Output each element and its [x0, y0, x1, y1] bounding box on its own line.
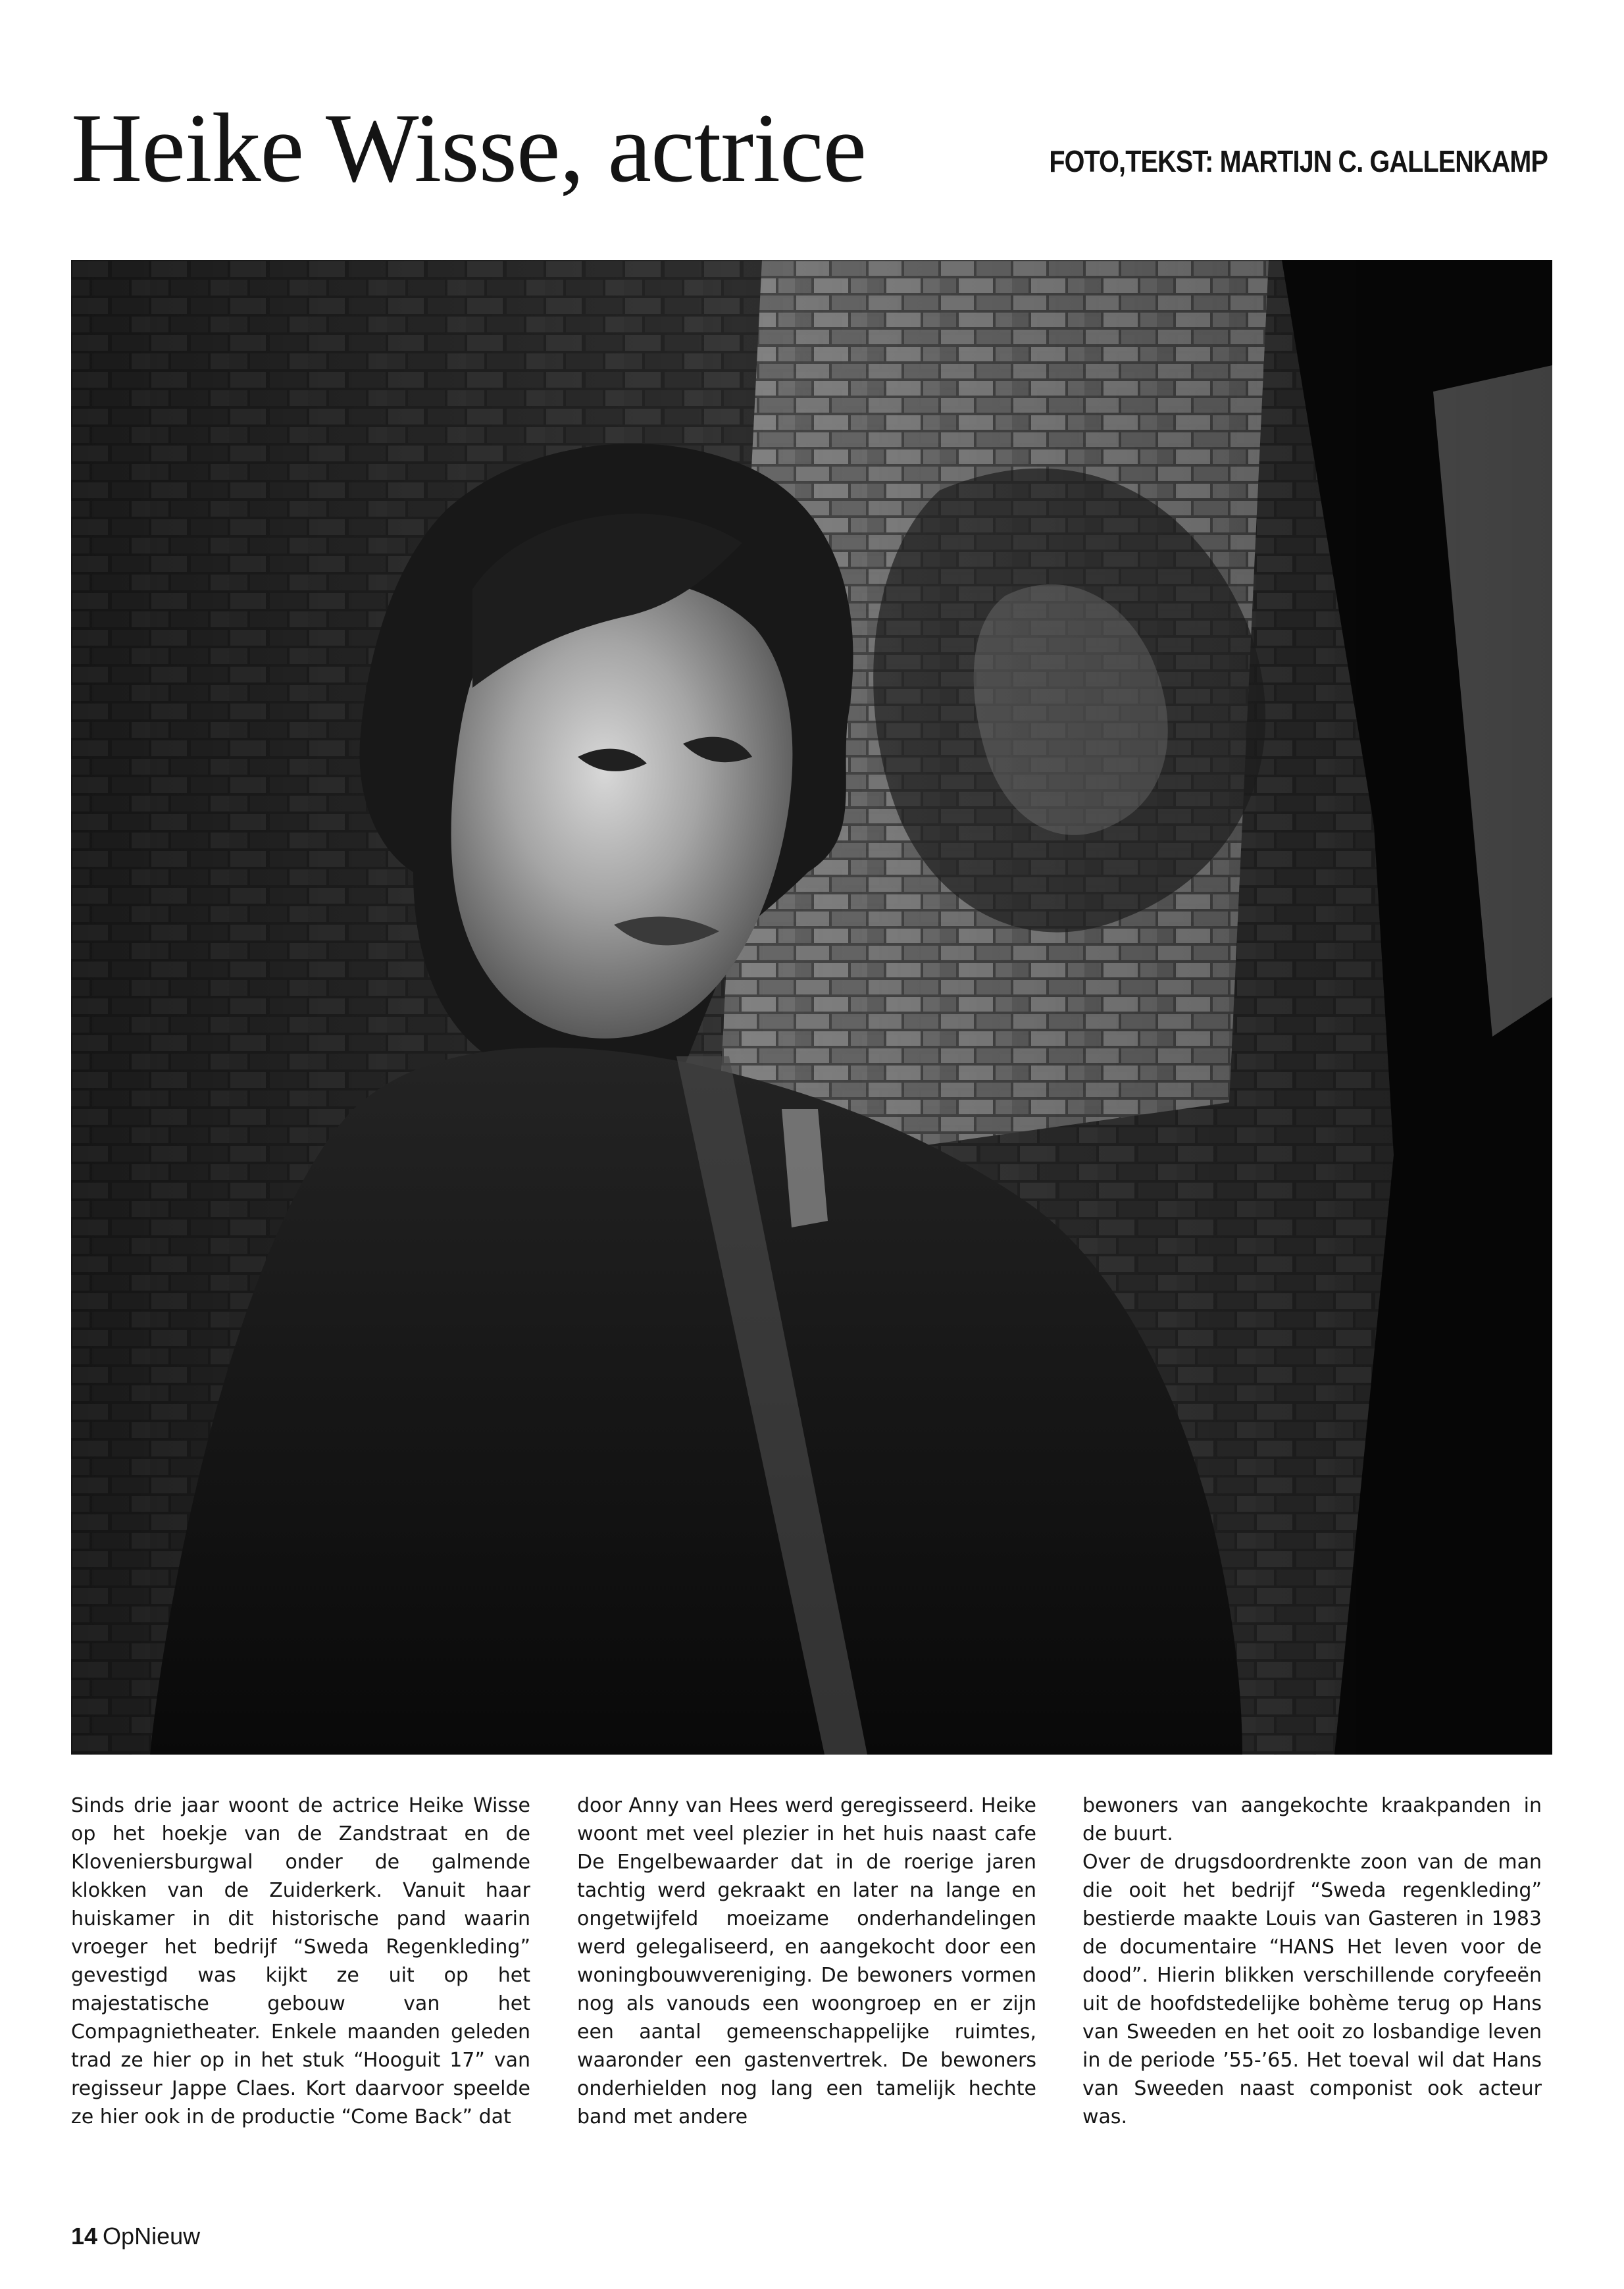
article-column-1: [71, 1791, 530, 2131]
article-paragraph: Sinds drie jaar woont de actrice Heike Wisse op het hoekje van de Zandstraat en de Kloveniersburgwal onder de galmende klokken van de Zuiderkerk. Vanuit haar huiskamer in dit historische pand waarin vroeger het bedrijf “Sweda Regenkleding” gevestigd was kijkt ze uit op het majestatische gebouw van het Compagnietheater. Enkele maanden geleden trad ze hier op in het stuk “Hooguit 17” van regisseur Jappe Claes. Kort daarvoor speelde ze hier ook in de productie “Come Back” dat: [71, 1794, 530, 2128]
article-paragraph: door Anny van Hees werd geregisseerd. Heike woont met veel plezier in het huis naast cafe De Engelbewaarder dat in de roerige jaren tachtig werd gekraakt en later na lange en ongetwijfeld moeizame onderhandelingen werd gelegaliseerd, en aangekocht door een woningbouwvereniging. De bewoners vormen nog als vanouds een woongroep en er zijn een aantal gemeenschappelijke ruimtes, waaronder een gastenvertrek. De bewoners onderhielden nog lang een tamelijk hechte band met andere: [577, 1794, 1036, 2128]
article-title: Heike Wisse, actrice: [71, 93, 867, 203]
page-number: 14: [71, 2223, 98, 2250]
page-footer: [71, 2225, 200, 2248]
portrait-photo: [71, 260, 1552, 1755]
magazine-name: OpNieuw: [103, 2223, 201, 2250]
article-paragraph: Over de drugsdoordrenkte zoon van de man die ooit het bedrijf “Sweda regenkleding” bestierde maakte Louis van Gasteren in 1983 de documentaire “HANS Het leven voor de dood”. Hierin blikken verschillende coryfeeën uit de hoofdstedelijke bohème terug op Hans van Sweeden en het ooit zo losbandige leven in de periode ’55-’65. Het toeval wil dat Hans van Sweeden naast componist ook acteur was.: [1082, 1851, 1542, 2128]
portrait-photo-icon: [71, 260, 1552, 1755]
article-column-2: [577, 1791, 1036, 2131]
photo-text-credit: FOTO,TEKST: MARTIJN C. GALLENKAMP: [1049, 144, 1548, 178]
article-column-3: [1082, 1791, 1542, 2131]
article-paragraph: bewoners van aangekochte kraakpanden in de buurt.: [1082, 1794, 1542, 1845]
article-body: [71, 1791, 1558, 2128]
